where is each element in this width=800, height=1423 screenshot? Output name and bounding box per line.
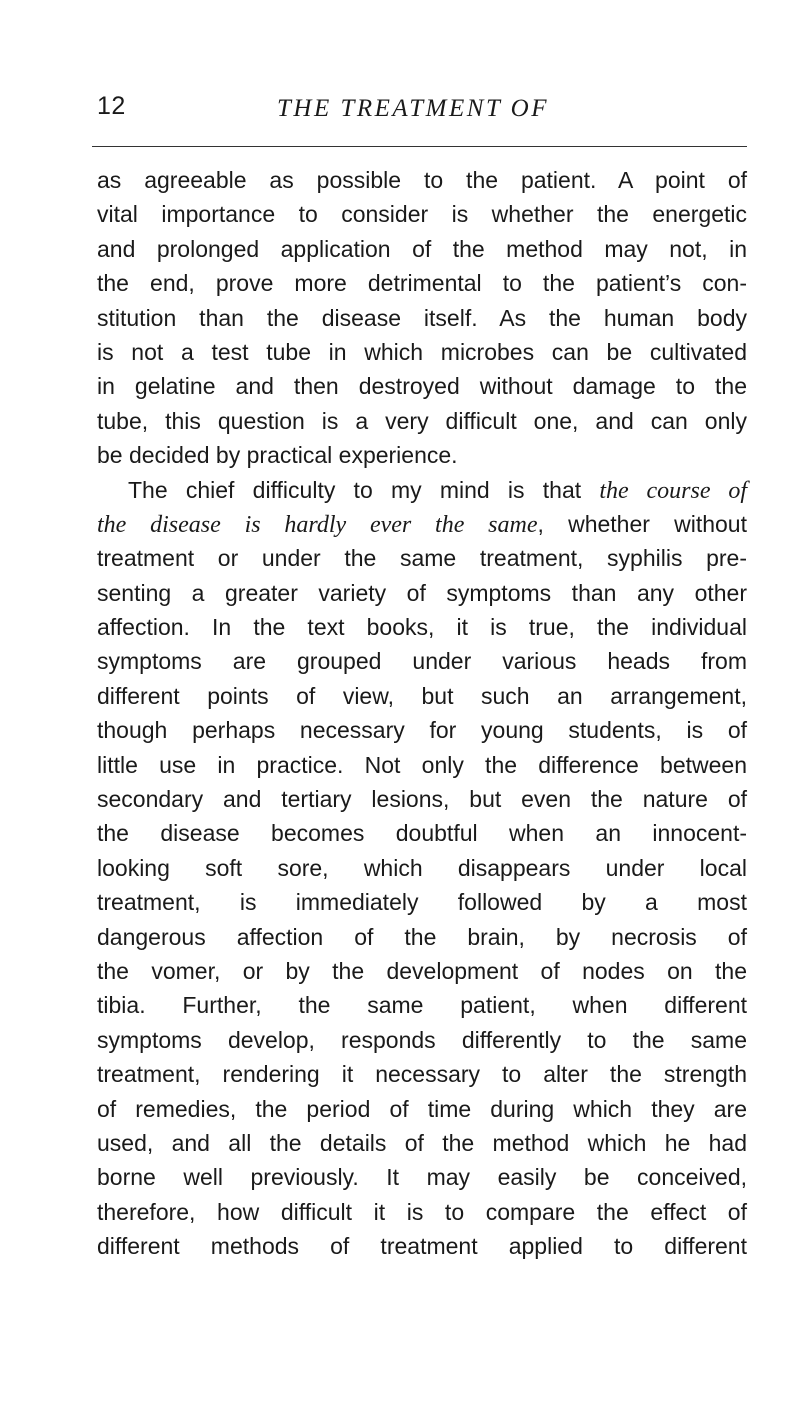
text-run: The chief difficulty to my mind is that [128, 476, 600, 503]
page-number: 12 [97, 92, 126, 120]
header-rule [92, 146, 747, 147]
text-line: though perhaps necessary for young students, is of [97, 717, 747, 744]
text-line: tibia. Further, the same patient, when different [97, 992, 747, 1019]
text-line: the end, prove more detrimental to the patient’s con- [97, 270, 747, 297]
text-line: of remedies, the period of time during which they are [97, 1095, 747, 1122]
text-line: borne well previously. It may easily be conceived, [97, 1164, 747, 1191]
italic-phrase: the course of [599, 477, 748, 504]
text-line: the vomer, or by the development of nodes on the [97, 957, 747, 984]
text-line: be decided by practical experience. [97, 442, 458, 469]
text-line: different methods of treatment applied to different [97, 1233, 747, 1260]
text-line: treatment, is immediately followed by a most [97, 889, 747, 916]
text-line: the disease becomes doubtful when an innocent- [97, 820, 747, 847]
text-line: symptoms develop, responds differently to the same [97, 1026, 747, 1053]
text-line: senting a greater variety of symptoms than any other [97, 579, 747, 606]
text-line: different points of view, but such an arrangement, [97, 682, 747, 709]
text-line [97, 473, 747, 507]
body-text [97, 163, 747, 1264]
text-line: used, and all the details of the method which he had [97, 1129, 747, 1156]
text-line: treatment, rendering it necessary to alter the strength [97, 1061, 747, 1088]
text-line: and prolonged application of the method may not, in [97, 235, 747, 262]
text-line: little use in practice. Not only the difference between [97, 751, 747, 778]
text-line: secondary and tertiary lesions, but even the nature of [97, 786, 747, 813]
text-line: stitution than the disease itself. As the human body [97, 304, 747, 331]
text-line: looking soft sore, which disappears under local [97, 854, 747, 881]
text-line: is not a test tube in which microbes can be cultivated [97, 338, 747, 365]
text-run: , whether without [537, 510, 747, 537]
text-line: in gelatine and then destroyed without damage to the [97, 373, 747, 400]
text-line: tube, this question is a very difficult one, and can only [97, 407, 747, 434]
text-line: affection. In the text books, it is true, the individual [97, 614, 747, 641]
text-line: therefore, how difficult it is to compare the effect of [97, 1198, 747, 1225]
italic-phrase: the disease is hardly ever the same [97, 511, 538, 538]
text-line: treatment or under the same treatment, syphilis pre- [97, 545, 747, 572]
text-line [97, 507, 747, 541]
text-line: symptoms are grouped under various heads from [97, 648, 747, 675]
text-line: dangerous affection of the brain, by necrosis of [97, 923, 747, 950]
running-title: THE TREATMENT OF [277, 95, 549, 122]
running-head [0, 92, 800, 132]
text-line: as agreeable as possible to the patient. A point of [97, 167, 747, 193]
text-line: vital importance to consider is whether the energetic [97, 201, 747, 228]
